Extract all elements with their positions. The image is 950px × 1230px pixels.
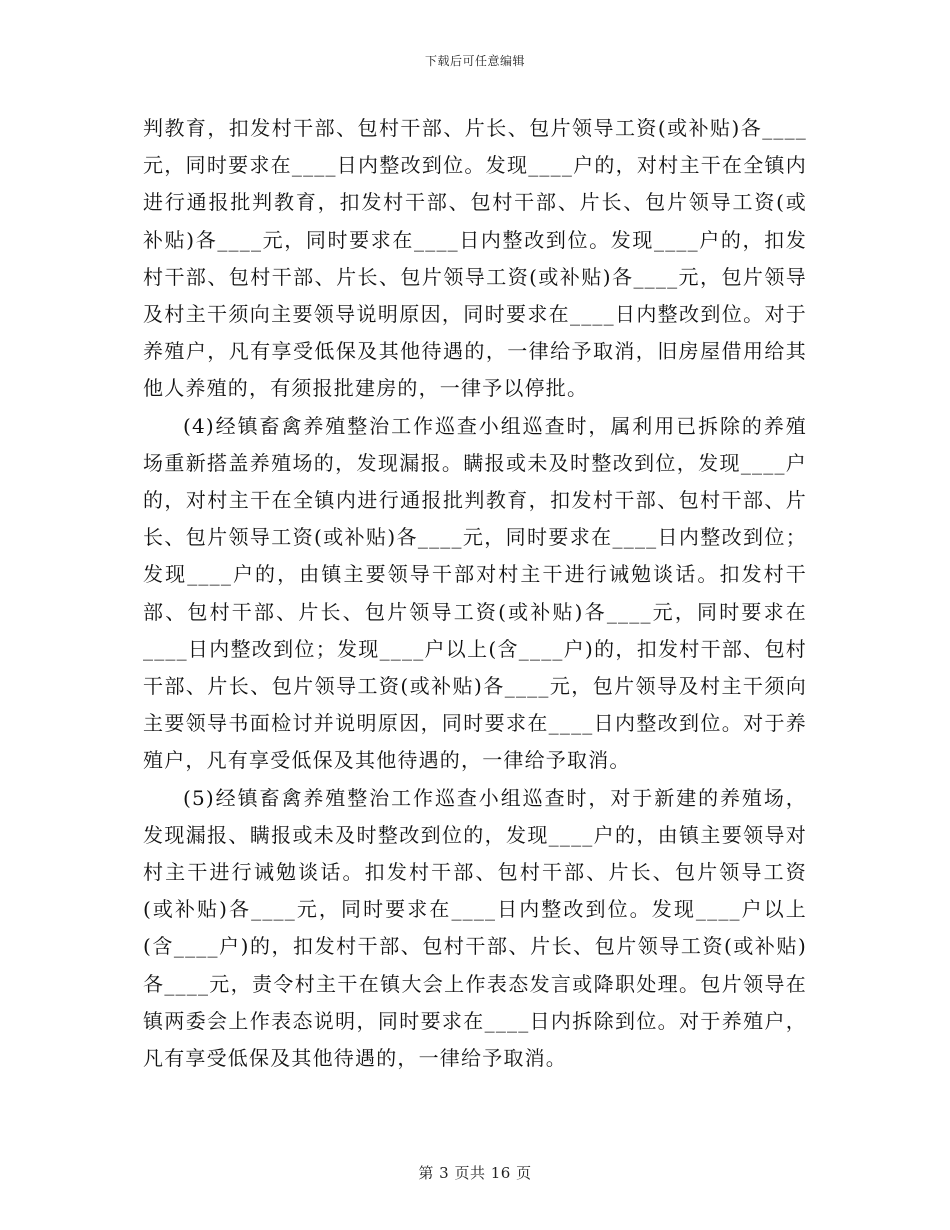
paragraph-item-4: (4)经镇畜禽养殖整治工作巡查小组巡查时，属利用已拆除的养殖场重新搭盖养殖场的，发现漏报。瞒报或未及时整改到位，发现____户的，对村主干在全镇内进行通报批判教育，扣发村干部、包村干部、片长、包片领导工资(或补贴)各____元，同时要求在____日内整改到位；发现____户的，由镇主要领导干部对村主干进行诫勉谈话。扣发村干部、包村干部、片长、包片领导工资(或补贴)各____元，同时要求在____日内整改到位；发现____户以上(含____户)的，扣发村干部、包村干部、片长、包片领导工资(或补贴)各____元，包片领导及村主干须向主要领导书面检讨并说明原因，同时要求在____日内整改到位。对于养殖户，凡有享受低保及其他待遇的，一律给予取消。 (143, 413, 807, 773)
page-number-footer: 第 3 页共 16 页 (418, 1164, 532, 1182)
document-body (143, 110, 807, 1077)
page-header: 下载后可任意编辑 (424, 54, 525, 68)
paragraph-item-5: (5)经镇畜禽养殖整治工作巡查小组巡查时，对于新建的养殖场，发现漏报、瞒报或未及时整改到位的，发现____户的，由镇主要领导对村主干进行诫勉谈话。扣发村干部、包村干部、片长、包片领导工资(或补贴)各____元，同时要求在____日内整改到位。发现____户以上(含____户)的，扣发村干部、包村干部、片长、包片领导工资(或补贴)各____元，责令村主干在镇大会上作表态发言或降职处理。包片领导在镇两委会上作表态说明，同时要求在____日内拆除到位。对于养殖户，凡有享受低保及其他待遇的，一律给予取消。 (143, 785, 807, 1071)
paragraph-continuation: 判教育，扣发村干部、包村干部、片长、包片领导工资(或补贴)各____元，同时要求在____日内整改到位。发现____户的，对村主干在全镇内进行通报批判教育，扣发村干部、包村干部、片长、包片领导工资(或补贴)各____元，同时要求在____日内整改到位。发现____户的，扣发村干部、包村干部、片长、包片领导工资(或补贴)各____元，包片领导及村主干须向主要领导说明原因，同时要求在____日内整改到位。对于养殖户，凡有享受低保及其他待遇的，一律给予取消，旧房屋借用给其他人养殖的，有须报批建房的，一律予以停批。 (143, 116, 807, 401)
